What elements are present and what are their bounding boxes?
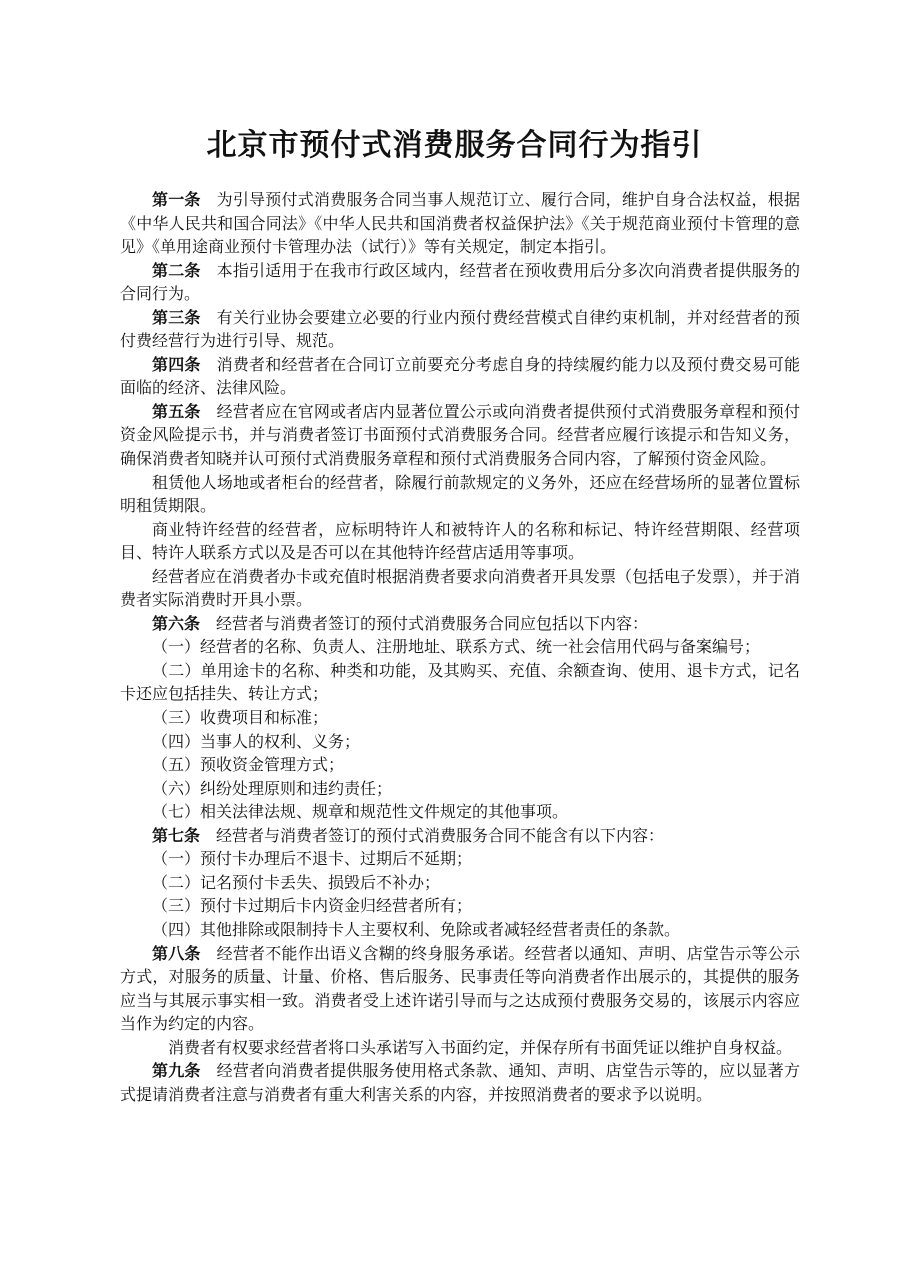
article-text: 为引导预付式消费服务合同当事人规范订立、履行合同，维护自身合法权益，根据《中华人民共和国合同法》《中华人民共和国消费者权益保护法》《关于规范商业预付卡管理的意见》《单用途商业预付卡管理办法（试行）》等有关规定，制定本指引。 <box>120 190 800 257</box>
document-title: 北京市预付式消费服务合同行为指引 <box>206 128 703 163</box>
article-text: 经营者不能作出语义含糊的终身服务承诺。经营者以通知、声明、店堂告示等公示方式，对服务的质量、计量、价格、售后服务、民事责任等向消费者作出展示的，其提供的服务应当与其展示事实相一致。消费者受上述许诺引导而与之达成预付费服务交易的，该展示内容应当作为约定的内容。 <box>120 943 800 1034</box>
article-text: 本指引适用于在我市行政区域内，经营者在预收费用后分多次向消费者提供服务的合同行为。 <box>120 260 800 304</box>
article-7-item: （四）其他排除或限制持卡人主要权利、免除或者减轻经营者责任的条款。 <box>152 919 681 939</box>
article-6-item: （一）经营者的名称、负责人、注册地址、联系方式、统一社会信用代码与备案编号； <box>152 637 761 657</box>
article-7-item: （二）记名预付卡丢失、损毁后不补办； <box>152 872 441 892</box>
article-5-para-4: 经营者应在消费者办卡或充值时根据消费者要求向消费者开具发票（包括电子发票），并于消费者实际消费时开具小票。 <box>120 566 801 610</box>
article-6-item: （四）当事人的权利、义务； <box>152 731 361 751</box>
article-6-item: （七）相关法律法规、规章和规范性文件规定的其他事项。 <box>152 802 569 822</box>
article-3 <box>120 306 800 353</box>
article-5 <box>120 400 800 471</box>
article-label: 第二条 <box>152 260 201 280</box>
article-label: 第七条 <box>152 825 201 845</box>
article-label: 第八条 <box>152 943 201 963</box>
article-2 <box>120 259 800 306</box>
article-6-item: （二）单用途卡的名称、种类和功能，及其购买、充值、余额查询、使用、退卡方式，记名卡还应包括挂失、转让方式； <box>120 660 800 704</box>
article-label: 第九条 <box>152 1061 201 1081</box>
article-7-item: （三）预付卡过期后卡内资金归经营者所有； <box>152 896 473 916</box>
article-label: 第四条 <box>152 354 201 374</box>
article-6 <box>120 612 800 636</box>
article-4 <box>120 353 800 400</box>
article-7-item: （一）预付卡办理后不退卡、过期后不延期； <box>152 849 473 869</box>
article-7 <box>120 824 800 848</box>
document-body <box>120 188 800 1106</box>
article-text: 经营者与消费者签订的预付式消费服务合同应包括以下内容： <box>216 613 649 633</box>
article-6-item: （六）纠纷处理原则和违约责任； <box>152 778 393 798</box>
article-6-item: （三）收费项目和标准； <box>152 708 329 728</box>
article-text: 经营者应在官网或者店内显著位置公示或向消费者提供预付式消费服务章程和预付资金风险提示书，并与消费者签订书面预付式消费服务合同。经营者应履行该提示和告知义务，确保消费者知晓并认可预付式消费服务章程和预付式消费服务合同内容，了解预付资金风险。 <box>120 401 800 469</box>
article-5-para-3: 商业特许经营的经营者，应标明特许人和被特许人的名称和标记、特许经营期限、经营项目、特许人联系方式以及是否可以在其他特许经营店适用等事项。 <box>120 519 800 563</box>
article-label: 第三条 <box>152 307 201 327</box>
article-text: 经营者向消费者提供服务使用格式条款、通知、声明、店堂告示等的，应以显著方式提请消费者注意与消费者有重大利害关系的内容，并按照消费者的要求予以说明。 <box>120 1061 800 1104</box>
article-label: 第五条 <box>152 401 201 421</box>
article-text: 经营者与消费者签订的预付式消费服务合同不能含有以下内容： <box>216 825 665 845</box>
article-5-para-2: 租赁他人场地或者柜台的经营者，除履行前款规定的义务外，还应在经营场所的显著位置标明租赁期限。 <box>120 472 800 516</box>
article-label: 第六条 <box>152 613 201 633</box>
article-label: 第一条 <box>152 190 201 209</box>
article-text: 消费者和经营者在合同订立前要充分考虑自身的持续履约能力以及预付费交易可能面临的经济、法律风险。 <box>120 354 800 398</box>
article-8-para-2: 消费者有权要求经营者将口头承诺写入书面约定，并保存所有书面凭证以维护自身权益。 <box>168 1037 793 1057</box>
article-9 <box>120 1059 800 1106</box>
article-text: 有关行业协会要建立必要的行业内预付费经营模式自律约束机制，并对经营者的预付费经营行为进行引导、规范。 <box>120 307 800 351</box>
article-8 <box>120 942 800 1036</box>
article-1 <box>120 188 800 259</box>
article-6-item: （五）预收资金管理方式； <box>152 755 345 775</box>
